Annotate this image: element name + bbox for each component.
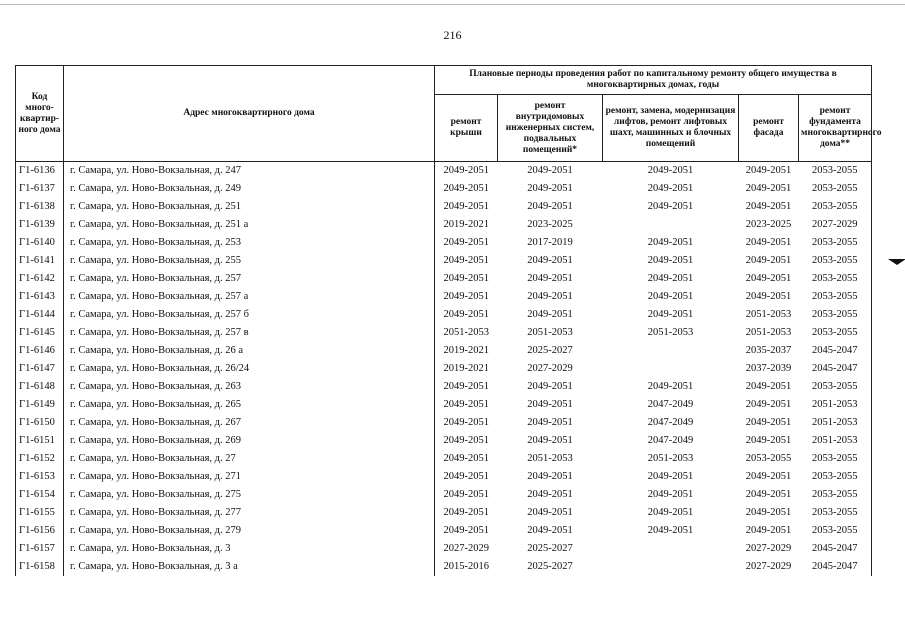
table-row bbox=[16, 288, 872, 306]
cell-facade: 2023-2025 bbox=[745, 219, 792, 230]
cell-facade: 2027-2029 bbox=[745, 561, 792, 572]
cell-facade: 2049-2051 bbox=[745, 183, 792, 194]
cell-systems: 2049-2051 bbox=[527, 507, 573, 518]
table-row bbox=[16, 486, 872, 504]
cell-roof: 2049-2051 bbox=[443, 399, 489, 410]
cell-foundation: 2053-2055 bbox=[799, 162, 872, 181]
cell-code: Г1-6140 bbox=[16, 234, 64, 252]
cell-address: г. Самара, ул. Ново-Вокзальная, д. 3 bbox=[64, 540, 435, 558]
cell-elevators: 2049-2051 bbox=[647, 471, 694, 482]
cell-foundation: 2053-2055 bbox=[799, 252, 872, 270]
cell-systems: 2049-2051 bbox=[527, 489, 573, 500]
cell-roof: 2049-2051 bbox=[443, 183, 489, 194]
cell-address: г. Самара, ул. Ново-Вокзальная, д. 269 bbox=[64, 432, 435, 450]
cell-foundation: 2051-2053 bbox=[799, 414, 872, 432]
cell-roof: 2049-2051 bbox=[443, 273, 489, 284]
cell-facade: 2049-2051 bbox=[745, 525, 792, 536]
cell-foundation: 2053-2055 bbox=[799, 468, 872, 486]
cell-elevators bbox=[603, 558, 739, 576]
table-row bbox=[16, 378, 872, 396]
cell-foundation: 2045-2047 bbox=[799, 540, 872, 558]
cell-address: г. Самара, ул. Ново-Вокзальная, д. 3 а bbox=[64, 558, 435, 576]
cell-roof: 2049-2051 bbox=[443, 417, 489, 428]
cell-facade: 2049-2051 bbox=[745, 291, 792, 302]
cell-elevators: 2049-2051 bbox=[647, 201, 694, 212]
cell-address: г. Самара, ул. Ново-Вокзальная, д. 27 bbox=[64, 450, 435, 468]
cell-roof: 2049-2051 bbox=[443, 255, 489, 266]
cell-code: Г1-6147 bbox=[16, 360, 64, 378]
cell-roof: 2049-2051 bbox=[443, 237, 489, 248]
cell-systems: 2051-2053 bbox=[527, 453, 573, 464]
cell-roof: 2049-2051 bbox=[443, 471, 489, 482]
cell-code: Г1-6143 bbox=[16, 288, 64, 306]
cell-foundation: 2053-2055 bbox=[799, 270, 872, 288]
cell-code: Г1-6155 bbox=[16, 504, 64, 522]
cell-roof: 2049-2051 bbox=[443, 309, 489, 320]
cell-systems: 2049-2051 bbox=[527, 309, 573, 320]
cell-address: г. Самара, ул. Ново-Вокзальная, д. 267 bbox=[64, 414, 435, 432]
page-number: 216 bbox=[443, 28, 462, 42]
cell-address: г. Самара, ул. Ново-Вокзальная, д. 251 bbox=[64, 198, 435, 216]
cell-facade: 2049-2051 bbox=[745, 201, 792, 212]
cell-code: Г1-6141 bbox=[16, 252, 64, 270]
cell-roof: 2019-2021 bbox=[443, 363, 489, 374]
cell-code: Г1-6150 bbox=[16, 414, 64, 432]
cell-elevators bbox=[603, 342, 739, 360]
edge-marker-icon bbox=[888, 259, 905, 265]
cell-systems: 2049-2051 bbox=[527, 417, 573, 428]
cell-systems: 2049-2051 bbox=[527, 471, 573, 482]
cell-foundation: 2053-2055 bbox=[799, 306, 872, 324]
header-systems: ремонт внутридомовых инженерных систем, подвальных помещений* bbox=[498, 95, 603, 162]
cell-facade: 2051-2053 bbox=[745, 327, 792, 338]
header-address: Адрес многоквартирного дома bbox=[64, 66, 435, 162]
table-row bbox=[16, 162, 872, 181]
header-elevators: ремонт, замена, модернизация лифтов, ремонт лифтовых шахт, машинных и блочных помещений bbox=[603, 95, 739, 162]
header-foundation: ремонт фундамента многоквартирного дома** bbox=[799, 95, 872, 162]
cell-systems: 2049-2051 bbox=[527, 291, 573, 302]
cell-systems: 2025-2027 bbox=[527, 543, 573, 554]
cell-foundation: 2053-2055 bbox=[799, 234, 872, 252]
table-row bbox=[16, 558, 872, 576]
cell-roof: 2049-2051 bbox=[443, 453, 489, 464]
cell-elevators: 2049-2051 bbox=[647, 291, 694, 302]
cell-facade: 2049-2051 bbox=[745, 381, 792, 392]
cell-systems: 2025-2027 bbox=[527, 561, 573, 572]
cell-code: Г1-6137 bbox=[16, 180, 64, 198]
cell-address: г. Самара, ул. Ново-Вокзальная, д. 253 bbox=[64, 234, 435, 252]
table-row bbox=[16, 360, 872, 378]
table-row bbox=[16, 324, 872, 342]
cell-systems: 2027-2029 bbox=[527, 363, 573, 374]
cell-elevators: 2047-2049 bbox=[647, 399, 694, 410]
table-row bbox=[16, 396, 872, 414]
table-row bbox=[16, 270, 872, 288]
cell-elevators: 2049-2051 bbox=[647, 489, 694, 500]
cell-elevators bbox=[603, 540, 739, 558]
cell-code: Г1-6153 bbox=[16, 468, 64, 486]
cell-address: г. Самара, ул. Ново-Вокзальная, д. 277 bbox=[64, 504, 435, 522]
cell-foundation: 2051-2053 bbox=[799, 432, 872, 450]
table-row bbox=[16, 198, 872, 216]
cell-facade: 2035-2037 bbox=[745, 345, 792, 356]
table-row bbox=[16, 540, 872, 558]
cell-elevators: 2049-2051 bbox=[647, 183, 694, 194]
cell-foundation: 2045-2047 bbox=[799, 360, 872, 378]
table-row bbox=[16, 504, 872, 522]
cell-code: Г1-6146 bbox=[16, 342, 64, 360]
cell-elevators: 2047-2049 bbox=[647, 417, 694, 428]
cell-address: г. Самара, ул. Ново-Вокзальная, д. 251 а bbox=[64, 216, 435, 234]
cell-address: г. Самара, ул. Ново-Вокзальная, д. 265 bbox=[64, 396, 435, 414]
table-row bbox=[16, 414, 872, 432]
cell-address: г. Самара, ул. Ново-Вокзальная, д. 26/24 bbox=[64, 360, 435, 378]
cell-roof: 2049-2051 bbox=[443, 381, 489, 392]
cell-foundation: 2053-2055 bbox=[799, 198, 872, 216]
table-row bbox=[16, 306, 872, 324]
cell-code: Г1-6154 bbox=[16, 486, 64, 504]
cell-systems: 2049-2051 bbox=[527, 165, 573, 176]
cell-foundation: 2045-2047 bbox=[799, 558, 872, 576]
cell-elevators: 2051-2053 bbox=[647, 453, 694, 464]
cell-roof: 2019-2021 bbox=[443, 345, 489, 356]
cell-address: г. Самара, ул. Ново-Вокзальная, д. 257 б bbox=[64, 306, 435, 324]
capital-repair-table bbox=[15, 65, 882, 576]
cell-elevators: 2049-2051 bbox=[647, 309, 694, 320]
cell-foundation: 2053-2055 bbox=[799, 180, 872, 198]
cell-facade: 2037-2039 bbox=[745, 363, 792, 374]
cell-systems: 2049-2051 bbox=[527, 399, 573, 410]
cell-facade: 2049-2051 bbox=[745, 399, 792, 410]
header-facade: ремонт фасада bbox=[739, 95, 799, 162]
cell-foundation: 2027-2029 bbox=[799, 216, 872, 234]
table-row bbox=[16, 216, 872, 234]
cell-elevators: 2049-2051 bbox=[647, 381, 694, 392]
cell-code: Г1-6156 bbox=[16, 522, 64, 540]
cell-facade: 2049-2051 bbox=[745, 237, 792, 248]
cell-foundation: 2051-2053 bbox=[799, 396, 872, 414]
cell-foundation: 2053-2055 bbox=[799, 288, 872, 306]
cell-facade: 2049-2051 bbox=[745, 489, 792, 500]
cell-facade: 2049-2051 bbox=[745, 435, 792, 446]
cell-code: Г1-6142 bbox=[16, 270, 64, 288]
cell-code: Г1-6149 bbox=[16, 396, 64, 414]
cell-code: Г1-6144 bbox=[16, 306, 64, 324]
cell-systems: 2049-2051 bbox=[527, 183, 573, 194]
cell-systems: 2017-2019 bbox=[527, 237, 573, 248]
cell-code: Г1-6138 bbox=[16, 198, 64, 216]
header-periods-group: Плановые периоды проведения работ по капитальному ремонту общего имущества в многоквартирных домах, годы bbox=[435, 66, 872, 95]
cell-address: г. Самара, ул. Ново-Вокзальная, д. 271 bbox=[64, 468, 435, 486]
cell-facade: 2027-2029 bbox=[745, 543, 792, 554]
cell-roof: 2049-2051 bbox=[443, 165, 489, 176]
cell-code: Г1-6148 bbox=[16, 378, 64, 396]
cell-elevators: 2049-2051 bbox=[647, 525, 694, 536]
table-row bbox=[16, 450, 872, 468]
cell-systems: 2049-2051 bbox=[527, 381, 573, 392]
cell-facade: 2051-2053 bbox=[745, 309, 792, 320]
cell-roof: 2049-2051 bbox=[443, 507, 489, 518]
cell-roof: 2019-2021 bbox=[443, 219, 489, 230]
cell-address: г. Самара, ул. Ново-Вокзальная, д. 249 bbox=[64, 180, 435, 198]
cell-foundation: 2053-2055 bbox=[799, 522, 872, 540]
cell-systems: 2049-2051 bbox=[527, 525, 573, 536]
cell-elevators: 2047-2049 bbox=[647, 435, 694, 446]
cell-roof: 2015-2016 bbox=[443, 561, 489, 572]
table-row bbox=[16, 252, 872, 270]
cell-address: г. Самара, ул. Ново-Вокзальная, д. 279 bbox=[64, 522, 435, 540]
cell-elevators: 2049-2051 bbox=[647, 165, 694, 176]
cell-address: г. Самара, ул. Ново-Вокзальная, д. 255 bbox=[64, 252, 435, 270]
cell-foundation: 2053-2055 bbox=[799, 504, 872, 522]
cell-elevators: 2049-2051 bbox=[647, 273, 694, 284]
cell-foundation: 2053-2055 bbox=[799, 324, 872, 342]
cell-code: Г1-6139 bbox=[16, 216, 64, 234]
cell-code: Г1-6152 bbox=[16, 450, 64, 468]
cell-roof: 2049-2051 bbox=[443, 201, 489, 212]
table-row bbox=[16, 234, 872, 252]
header-roof: ремонт крыши bbox=[435, 95, 498, 162]
cell-elevators bbox=[603, 216, 739, 234]
cell-facade: 2049-2051 bbox=[745, 165, 792, 176]
table-row bbox=[16, 522, 872, 540]
cell-facade: 2049-2051 bbox=[745, 417, 792, 428]
cell-address: г. Самара, ул. Ново-Вокзальная, д. 247 bbox=[64, 162, 435, 181]
cell-address: г. Самара, ул. Ново-Вокзальная, д. 26 а bbox=[64, 342, 435, 360]
cell-elevators: 2051-2053 bbox=[647, 327, 694, 338]
cell-facade: 2049-2051 bbox=[745, 471, 792, 482]
cell-roof: 2049-2051 bbox=[443, 489, 489, 500]
header-code: Код много-квартир-ного дома bbox=[16, 66, 64, 162]
cell-systems: 2025-2027 bbox=[527, 345, 573, 356]
table-row bbox=[16, 432, 872, 450]
cell-roof: 2049-2051 bbox=[443, 435, 489, 446]
cell-roof: 2027-2029 bbox=[443, 543, 489, 554]
cell-foundation: 2045-2047 bbox=[799, 342, 872, 360]
cell-elevators bbox=[603, 360, 739, 378]
cell-facade: 2053-2055 bbox=[745, 453, 792, 464]
cell-systems: 2049-2051 bbox=[527, 273, 573, 284]
cell-roof: 2049-2051 bbox=[443, 291, 489, 302]
cell-address: г. Самара, ул. Ново-Вокзальная, д. 257 bbox=[64, 270, 435, 288]
cell-systems: 2051-2053 bbox=[527, 327, 573, 338]
cell-address: г. Самара, ул. Ново-Вокзальная, д. 275 bbox=[64, 486, 435, 504]
cell-facade: 2049-2051 bbox=[745, 255, 792, 266]
cell-facade: 2049-2051 bbox=[745, 273, 792, 284]
cell-address: г. Самара, ул. Ново-Вокзальная, д. 257 а bbox=[64, 288, 435, 306]
cell-foundation: 2053-2055 bbox=[799, 450, 872, 468]
top-rule bbox=[0, 4, 905, 5]
cell-address: г. Самара, ул. Ново-Вокзальная, д. 263 bbox=[64, 378, 435, 396]
cell-foundation: 2053-2055 bbox=[799, 378, 872, 396]
cell-systems: 2049-2051 bbox=[527, 201, 573, 212]
cell-foundation: 2053-2055 bbox=[799, 486, 872, 504]
cell-systems: 2023-2025 bbox=[527, 219, 573, 230]
table-row bbox=[16, 468, 872, 486]
cell-code: Г1-6158 bbox=[16, 558, 64, 576]
table-row bbox=[16, 180, 872, 198]
cell-code: Г1-6136 bbox=[16, 162, 64, 181]
cell-facade: 2049-2051 bbox=[745, 507, 792, 518]
cell-elevators: 2049-2051 bbox=[647, 507, 694, 518]
table-row bbox=[16, 342, 872, 360]
cell-address: г. Самара, ул. Ново-Вокзальная, д. 257 в bbox=[64, 324, 435, 342]
cell-elevators: 2049-2051 bbox=[647, 237, 694, 248]
cell-roof: 2049-2051 bbox=[443, 525, 489, 536]
table-body bbox=[16, 162, 872, 577]
cell-systems: 2049-2051 bbox=[527, 435, 573, 446]
cell-roof: 2051-2053 bbox=[443, 327, 489, 338]
cell-code: Г1-6145 bbox=[16, 324, 64, 342]
cell-systems: 2049-2051 bbox=[527, 255, 573, 266]
cell-elevators: 2049-2051 bbox=[647, 255, 694, 266]
cell-code: Г1-6151 bbox=[16, 432, 64, 450]
cell-code: Г1-6157 bbox=[16, 540, 64, 558]
